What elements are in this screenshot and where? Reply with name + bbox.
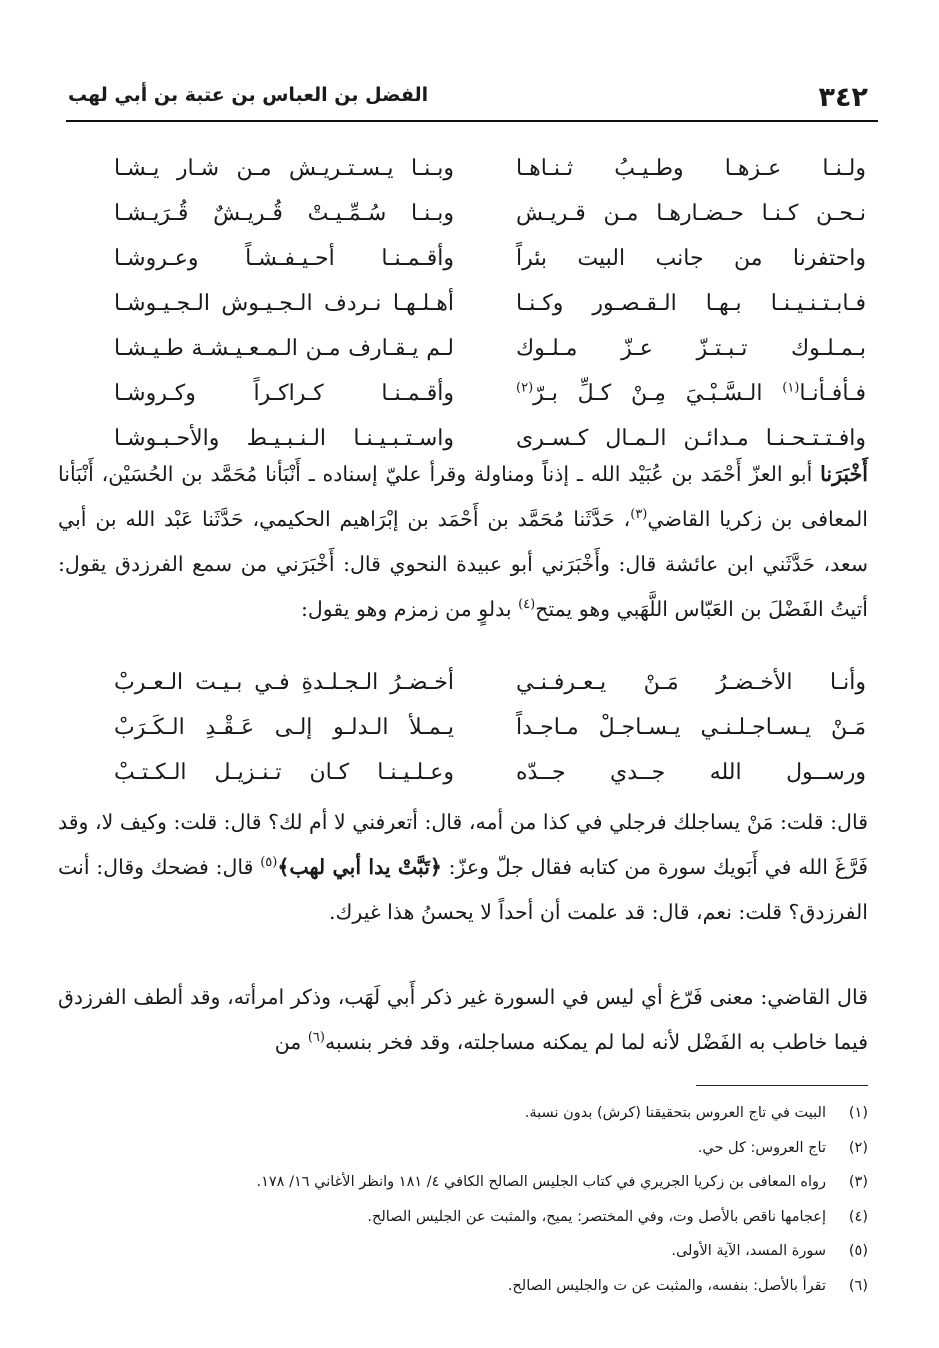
footnote-separator <box>696 1085 868 1086</box>
verse <box>96 375 866 420</box>
verse <box>96 285 866 330</box>
footnote-text: تقرأ بالأصل: بنفسه، والمثبت عن ت والجليس الصالح. <box>507 1277 826 1294</box>
paragraph-text: ، حَدَّثَنا مُحَمَّد بن أَحْمَد بن إبْرَاهيم الحكيمي، حَدَّثَنا عَبْد الله بن أبي سعد، حَدَّثَني ابن عائشة قال: وأَخْبَرَني أبو عبيدة النحوي قال: أَخْبَرَني من سمع الفرزدق يقول: أتيتُ الفَضْلَ بن العَبّاس اللَّهَبي وهو يمتح <box>58 507 868 621</box>
verse-second-hemistich: وأقـمـنـا أحـيـفـشـاً وعـروشـا <box>114 246 454 271</box>
page-header <box>68 78 876 116</box>
page-number: ٣٤٢ <box>818 82 868 113</box>
verse <box>96 240 866 285</box>
paragraph <box>58 800 868 935</box>
verse-first-hemistich: نـحـن كـنـا حـضـارهـا مـن قـريـش <box>516 201 866 226</box>
footnote-text: البيت في تاج العروس بتحقيقنا (كرش) بدون نسبة. <box>524 1105 826 1121</box>
verse-first-hemistich: فـابـتـنـيـنـا بـهـا الـقـصـور وكـنـا <box>516 291 866 316</box>
poem-block-2 <box>96 664 866 799</box>
footnote <box>90 1096 868 1131</box>
narration-paragraph <box>58 452 868 632</box>
verse-first-hemistich: وافـتـتـحـنـا مـدائـن الـمـال كـسـرى <box>516 426 866 451</box>
verse-first-hemistich: واحتفرنا من جانب البيت بئراً <box>516 246 866 271</box>
paragraph-text: قال: قلت: مَنْ يساجلك فرجلي في كذا من أمه، قال: أتعرفني لا أم لك؟ قال: قلت: وكيف لا، وقد فَرَّغَ الله في أَبَويك سورة من كتابه فقال جلّ وعزّ: <box>58 810 869 879</box>
verse-first-hemistich <box>516 381 866 406</box>
verse <box>96 330 866 375</box>
footnote <box>90 1234 868 1269</box>
footnote <box>90 1269 868 1304</box>
footnote-ref[interactable]: (٢) <box>516 380 534 396</box>
paragraph-text: بدلوٍ من زمزم وهو يقول: <box>300 597 519 621</box>
footnote-number: (٥) <box>848 1243 868 1259</box>
footnote-number: (٦) <box>848 1277 868 1294</box>
footnote-ref[interactable]: (١) <box>782 380 800 396</box>
verse-first-hemistich: بـمـلـوك تـبـتـزّ عـزّ مـلـوك <box>516 336 866 361</box>
paragraph <box>58 975 868 1065</box>
footnote <box>90 1165 868 1200</box>
footnote-number: (٤) <box>848 1208 868 1225</box>
verse <box>96 664 866 709</box>
footnote-ref[interactable]: (٦) <box>307 1030 325 1046</box>
footnotes <box>90 1096 868 1303</box>
paragraph-text: قال: فضحك وقال: أنت الفرزدق؟ قلت: نعم، قال: قد علمت أن أحداً لا يحسنُ هذا غيرك. <box>58 855 868 924</box>
verse <box>96 754 866 799</box>
verse-first-hemistich: ورســول الله جــدي جــدّه <box>516 760 866 785</box>
paragraph-text: من <box>274 1030 308 1054</box>
verse-first-hemistich: مَـنْ يـسـاجـلـنـي يـسـاجـلْ مـاجـداً <box>516 715 866 740</box>
verse <box>96 150 866 195</box>
header-rule <box>66 120 878 122</box>
verse-first-hemistich: ولـنـا عـزهـا وطـيـبُ ثـنـاهـا <box>516 156 866 181</box>
quran-quote: ﴿تَبَّتْ يدا أبي لهب﴾ <box>277 855 442 879</box>
footnote-text: تاج العروس: كل حي. <box>697 1139 826 1156</box>
footnote-text: سورة المسد، الآية الأولى. <box>671 1243 826 1259</box>
verse-second-hemistich: واسـتـبـيـنـا الـنـبـيـط والأحـبـوشـا <box>114 426 454 451</box>
verse-second-hemistich: أخـضـرُ الـجـلـدةِ فـي بـيـت الـعـربْ <box>114 670 454 695</box>
footnote-number: (٣) <box>848 1174 868 1190</box>
verse-second-hemistich: وأقـمـنـا كـراكـراً وكـروشـا <box>114 381 454 406</box>
verse-second-hemistich: أهـلـهـا نـردف الـجـيـوش الـجـيـوشـا <box>114 291 454 316</box>
footnote-number: (٢) <box>848 1139 868 1156</box>
paragraph <box>58 452 868 632</box>
commentary-paragraph <box>58 975 868 1065</box>
running-title: الفضل بن العباس بن عتبة بن أبي لهب <box>68 84 429 106</box>
verse-second-hemistich: وبـنـا يـسـتـريـش مـن شـار يـشـا <box>114 156 454 181</box>
verse-second-hemistich: وبـنـا سُـمِّـيـتْ قُـريـشٌ قُـرَيـشـا <box>114 201 454 226</box>
poem-block-1 <box>96 150 866 465</box>
footnote <box>90 1131 868 1166</box>
footnote <box>90 1200 868 1235</box>
dialogue-paragraph <box>58 800 868 935</box>
footnote-number: (١) <box>848 1105 868 1121</box>
verse-second-hemistich: وعـلـيـنـا كـان تـنـزيـل الـكـتـبْ <box>114 760 454 785</box>
verse-first-hemistich: وأنـا الأخـضـرُ مَـنْ يـعـرفـنـي <box>516 670 866 695</box>
verse <box>96 709 866 754</box>
paragraph-text: قال القاضي: معنى فَرّغ أي ليس في السورة غير ذكر أَبي لَهَب، وذكر امرأته، وقد ألطف الفرزدق فيما خاطب به الفَضْل لأنه لما لم يمكنه مساجلته، وقد فخر بنسبه <box>58 985 868 1054</box>
footnote-ref[interactable]: (٤) <box>518 597 536 613</box>
verse-second-hemistich: يـمـلأ الـدلـو إلـى عَـقْـدِ الـكَـرَبْ <box>114 715 454 740</box>
verse-second-hemistich: لـم يـقـارف مـن الـمـعـيـشـة طـيـشـا <box>114 336 454 361</box>
verse-text: فـأفـأنـا <box>799 381 866 406</box>
footnote-text: رواه المعافى بن زكريا الجريري في كتاب الجليس الصالح الكافي ٤/ ١٨١ وانظر الأغاني ١٦/ ١٧٨. <box>256 1174 826 1190</box>
paragraph-text: أبو العزّ أَحْمَد بن عُبَيْد الله ـ إذناً ومناولة وقرأ عليّ إسناده ـ أَنْبَأنا مُحَمَّد بن الحُسَيْن، أَنْبَأنا المعافى بن زكريا القاضي <box>58 462 868 531</box>
verse-text: الـسَّـبْـيَ مِـنْ كـلِّ بـرّ <box>533 381 783 406</box>
footnote-ref[interactable]: (٣) <box>630 507 648 523</box>
footnote-text: إعجامها ناقص بالأصل وت، وفي المختصر: يميح، والمثبت عن الجليس الصالح. <box>367 1208 826 1225</box>
footnote-ref[interactable]: (٥) <box>260 855 278 871</box>
verse <box>96 195 866 240</box>
chain-lead-word: أَخْبَرَنا <box>820 462 868 486</box>
